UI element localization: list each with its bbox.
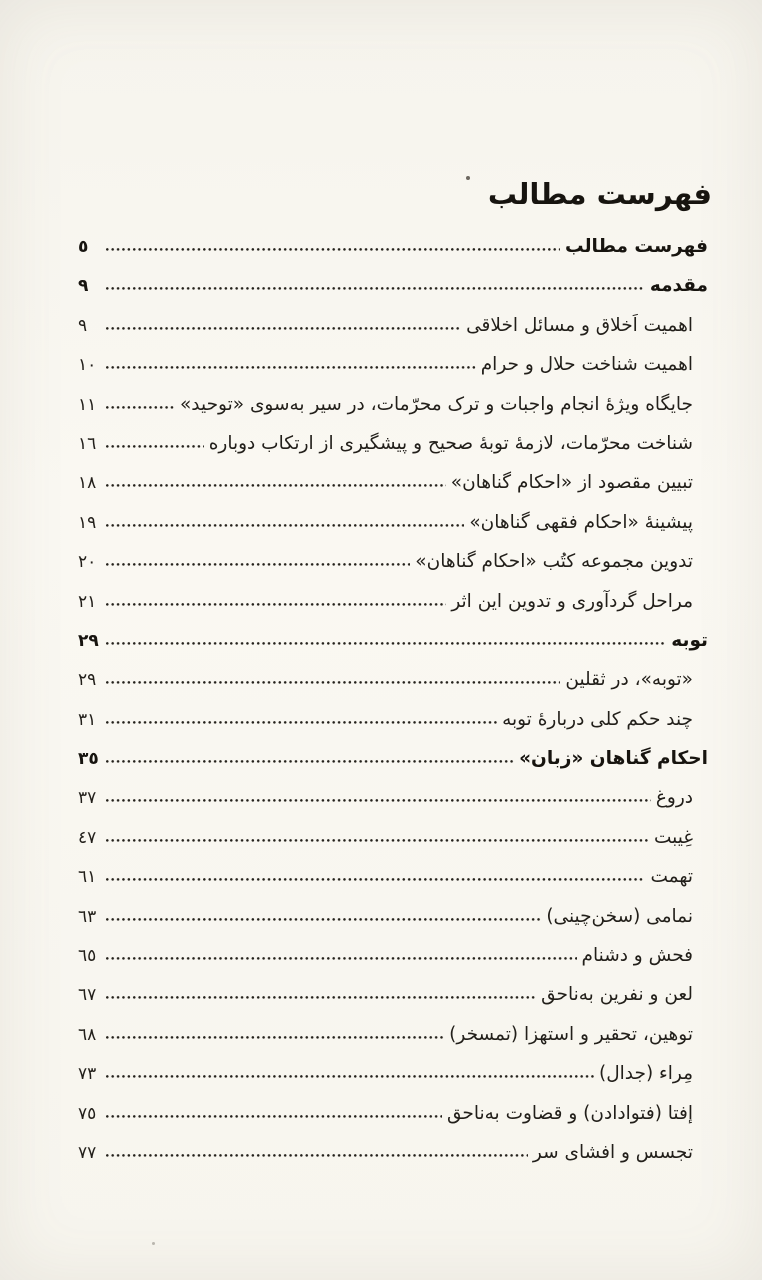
toc-entry [78,1133,708,1172]
toc-entry [78,700,708,739]
toc-entry [78,1094,708,1133]
toc-entry [78,424,708,463]
dotted-leader [106,366,476,369]
toc-entry-page-number: ٢٩ [78,670,97,691]
dotted-leader [106,642,666,645]
toc-entry-page-number: ١٠ [78,355,97,376]
toc-entry [78,975,708,1014]
dotted-leader [106,957,577,960]
dotted-leader [106,1036,444,1039]
toc-entry-title: تبیین مقصود از «احکام گناهان» [450,472,693,494]
toc-entry [78,936,708,975]
toc-entry-page-number: ٧٣ [78,1064,97,1085]
dotted-leader [106,327,461,330]
dotted-leader [106,603,446,606]
scan-speck [152,1242,155,1245]
toc-entry-page-number: ٣٥ [78,749,99,770]
toc-entry-title: پیشینهٔ «احکام فقهی گناهان» [469,511,693,533]
toc-entry-title: دروغ [655,787,693,809]
toc-entry-page-number: ٦٥ [78,946,97,967]
toc-entry-title: توبه [671,629,708,651]
toc-entry-page-number: ١١ [78,394,97,415]
dotted-leader [106,1115,442,1118]
toc-entry-title: مقدمه [649,275,708,297]
toc-entry-title: احکام گناهان «زبان» [519,748,708,770]
page-title: فهرست مطالب [487,177,712,211]
toc-entry [78,857,708,896]
dotted-leader [106,681,560,684]
toc-entry-title: چند حکم کلی دربارهٔ توبه [502,708,693,730]
toc-entry [78,306,708,345]
toc-entry-page-number: ٦٧ [78,985,97,1006]
toc-entry-page-number: ٣٧ [78,788,97,809]
dotted-leader [106,721,497,724]
toc-entry-title: «توبه»، در ثقلین [565,669,693,691]
toc-entry-page-number: ٦١ [78,867,97,888]
toc-entry-title: جایگاه ویژهٔ انجام واجبات و ترک محرّمات، در سیر به‌سوی «توحید» [179,393,693,415]
dotted-leader [106,484,446,487]
toc-entry-page-number: ١٩ [78,512,97,533]
toc-entry [78,778,708,817]
dotted-leader [106,445,204,448]
dotted-leader [106,839,649,842]
toc-entry-title: غِیبت [653,826,693,848]
toc-entry [78,1015,708,1054]
toc-entry [78,542,708,581]
dotted-leader [106,996,536,999]
toc-entry [78,1054,708,1093]
toc-entry-page-number: ٩ [78,276,89,297]
toc-entry-page-number: ٧٧ [78,1142,97,1163]
dotted-leader [106,406,175,409]
dotted-leader [106,760,514,763]
toc-entry-title: نمامی (سخن‌چینی) [546,905,693,927]
toc-entry-page-number: ٩ [78,315,88,336]
toc-entry-title: فحش و دشنام [581,945,693,967]
toc-entry [78,345,708,384]
toc-entry-page-number: ٥ [78,237,89,257]
toc-entry-title: توهین، تحقیر و استهزا (تمسخر) [449,1023,693,1045]
dotted-leader [106,524,464,527]
toc-entry-title: فهرست مطالب [564,236,708,257]
toc-entry-title: تهمت [650,866,693,888]
toc-entry-page-number: ٢٩ [78,630,99,651]
toc-entry [78,227,708,266]
dotted-leader [106,918,541,921]
toc-entry [78,582,708,621]
toc-entry-page-number: ٢٠ [78,552,97,573]
dotted-leader [106,287,645,290]
toc-entry-title: اهمیت شناخت حلال و حرام [480,354,693,376]
dotted-leader [106,1154,528,1157]
toc-entry [78,463,708,502]
toc-entry-title: مراحل گردآوری و تدوین این اثر [451,590,693,612]
toc-entry [78,897,708,936]
toc-entry-title: إفتا (فتوادادن) و قضاوت به‌ناحق [446,1102,693,1124]
toc-list [78,227,708,1172]
toc-entry-title: شناخت محرّمات، لازمهٔ توبهٔ صحیح و پیشگیری از ارتکاب دوباره [208,432,693,454]
toc-entry-page-number: ٢١ [78,591,97,612]
toc-entry-title: تجسس و افشای سر [532,1141,693,1163]
toc-entry-title: مِراء (جدال) [599,1063,693,1085]
toc-entry [78,660,708,699]
toc-entry [78,621,708,660]
toc-entry [78,739,708,778]
toc-entry-page-number: ٣١ [78,709,97,730]
scan-speck [466,176,470,180]
toc-entry-page-number: ٧٥ [78,1103,97,1124]
toc-entry-page-number: ١٨ [78,473,97,494]
toc-entry-title: اهمیت اَخلاق و مسائل اخلاقی [466,314,693,336]
dotted-leader [106,799,651,802]
toc-entry-title: تدوین مجموعه کتُب «احکام گناهان» [415,551,693,573]
toc-entry [78,385,708,424]
dotted-leader [106,248,560,251]
toc-entry [78,503,708,542]
toc-entry-page-number: ٤٧ [78,827,97,848]
toc-entry-page-number: ٦٨ [78,1024,97,1045]
toc-entry-title: لعن و نفرین به‌ناحق [541,984,693,1006]
dotted-leader [106,1075,594,1078]
toc-entry-page-number: ١٦ [78,433,97,454]
toc-entry-page-number: ٦٣ [78,906,97,927]
toc-entry [78,818,708,857]
dotted-leader [106,878,645,881]
dotted-leader [106,563,410,566]
toc-entry [78,266,708,305]
